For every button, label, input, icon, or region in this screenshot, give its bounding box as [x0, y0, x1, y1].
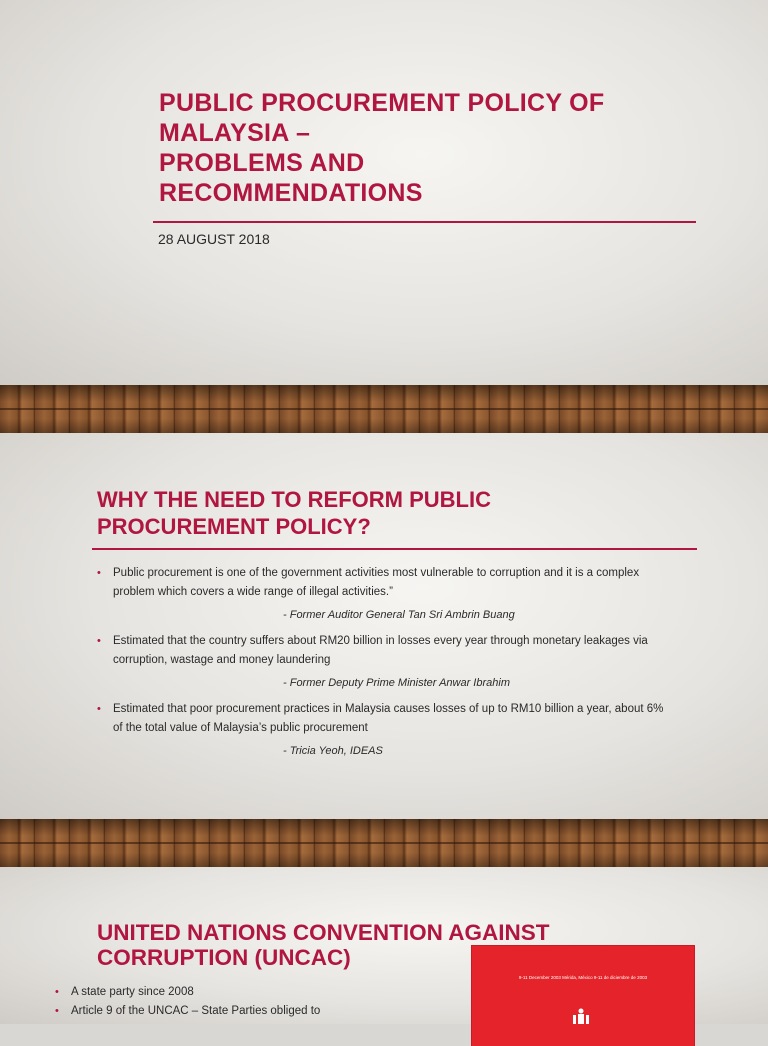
wood-floor-divider — [0, 819, 768, 867]
slide2-title — [97, 486, 491, 540]
reason-text: Estimated that the country suffers about RM20 billion in losses every year through monetary leakages via corruption, wastage and money laundering — [113, 635, 648, 666]
title-divider — [92, 548, 697, 550]
list-item — [97, 700, 672, 759]
list-item: • A state party since 2008 — [55, 983, 455, 1002]
reason-text: Estimated that poor procurement practices in Malaysia causes losses of up to RM10 billion a year, about 6% of the total value of Malaysia’s public procurement — [113, 703, 664, 734]
reason-text: Public procurement is one of the government activities most vulnerable to corruption and it is a complex problem which covers a wide range of illegal activities.” — [113, 567, 640, 598]
slide3-title-line: UNITED NATIONS CONVENTION AGAINST — [97, 920, 550, 945]
list-item — [97, 564, 672, 623]
slide-why-reform — [0, 433, 768, 819]
uncac-conference-poster — [472, 946, 694, 1046]
uncac-list — [55, 983, 455, 1021]
title-divider — [153, 221, 696, 223]
slide-title — [0, 0, 768, 385]
reform-reasons-list — [97, 564, 672, 768]
slide1-title — [159, 88, 604, 208]
slide1-title-line: MALAYSIA – — [159, 119, 311, 147]
quote-attribution: - Former Auditor General Tan Sri Ambrin Buang — [283, 609, 515, 621]
slide2-title-line: PROCUREMENT POLICY? — [97, 514, 371, 539]
quote-attribution: - Former Deputy Prime Minister Anwar Ibrahim — [283, 677, 510, 689]
slide2-title-line: WHY THE NEED TO REFORM PUBLIC — [97, 487, 491, 512]
wood-floor-divider — [0, 385, 768, 433]
slide1-title-line: PUBLIC PROCUREMENT POLICY OF — [159, 89, 605, 117]
poster-date-text: 9-11 December 2003 Mérida, México 9-11 de diciembre de 2003 — [518, 975, 648, 980]
slide1-title-line: RECOMMENDATIONS — [159, 179, 423, 207]
presentation-date: 28 AUGUST 2018 — [158, 231, 270, 247]
quote-attribution: - Tricia Yeoh, IDEAS — [283, 745, 383, 757]
list-item — [97, 632, 672, 691]
poster-figure-icon — [570, 1008, 592, 1024]
list-item: • Article 9 of the UNCAC – State Parties obliged to — [55, 1002, 455, 1021]
slide1-title-line: PROBLEMS AND — [159, 149, 365, 177]
slide3-title-line: CORRUPTION (UNCAC) — [97, 945, 351, 970]
